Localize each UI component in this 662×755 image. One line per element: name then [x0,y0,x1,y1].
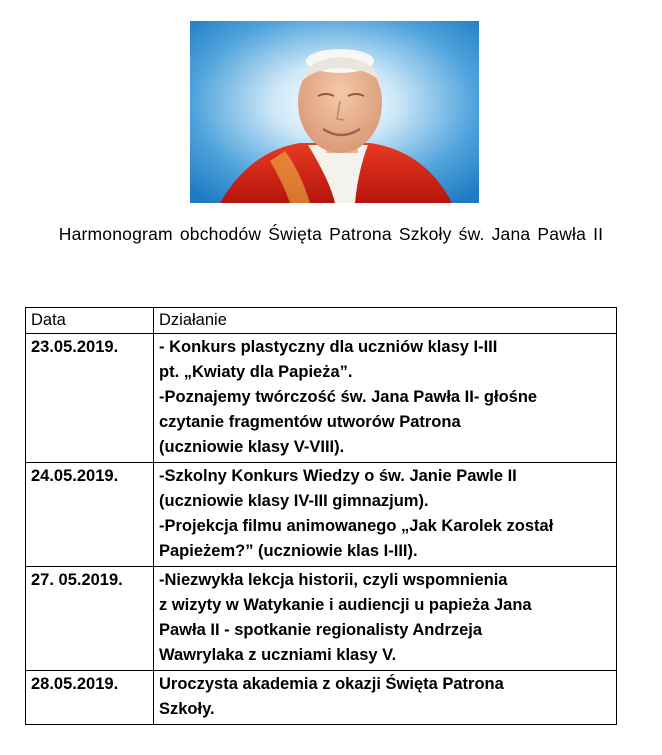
table-row [26,567,617,671]
description-line: Pawła II - spotkanie regionalisty Andrzeja [159,621,483,639]
event-description [154,671,617,725]
event-date: 28.05.2019. [26,671,154,725]
column-header-action: Działanie [154,308,617,334]
description-line: -Niezwykła lekcja historii, czyli wspomnienia [159,571,508,589]
event-date: 23.05.2019. [26,334,154,463]
description-line: -Poznajemy twórczość św. Jana Pawła II- głośne [159,388,538,406]
description-line: pt. „Kwiaty dla Papieża”. [159,363,353,381]
portrait-image [190,21,479,203]
event-description [154,334,617,463]
description-line: -Szkolny Konkurs Wiedzy o św. Janie Pawle II [159,467,517,485]
table-header-row [26,308,617,334]
schedule-table [25,307,617,725]
event-date: 24.05.2019. [26,463,154,567]
event-description [154,463,617,567]
table-row [26,463,617,567]
description-line: (uczniowie klasy V-VIII). [159,438,345,456]
description-line: Szkoły. [159,700,215,718]
description-line: - Konkurs plastyczny dla uczniów klasy I-III [159,338,498,356]
event-date: 27. 05.2019. [26,567,154,671]
table-row [26,671,617,725]
portrait-photo [190,21,479,203]
description-line: Wawrylaka z uczniami klasy V. [159,646,397,664]
table-row [26,334,617,463]
column-header-date: Data [26,308,154,334]
description-line: Papieżem?” (uczniowie klas I-III). [159,542,418,560]
document-title: Harmonogram obchodów Święta Patrona Szkoły św. Jana Pawła II [58,224,604,244]
event-description [154,567,617,671]
description-line: czytanie fragmentów utworów Patrona [159,413,461,431]
description-line: z wizyty w Watykanie i audiencji u papieża Jana [159,596,532,614]
description-line: -Projekcja filmu animowanego „Jak Karolek został [159,517,554,535]
description-line: (uczniowie klasy IV-III gimnazjum). [159,492,429,510]
description-line: Uroczysta akademia z okazji Święta Patrona [159,675,504,693]
